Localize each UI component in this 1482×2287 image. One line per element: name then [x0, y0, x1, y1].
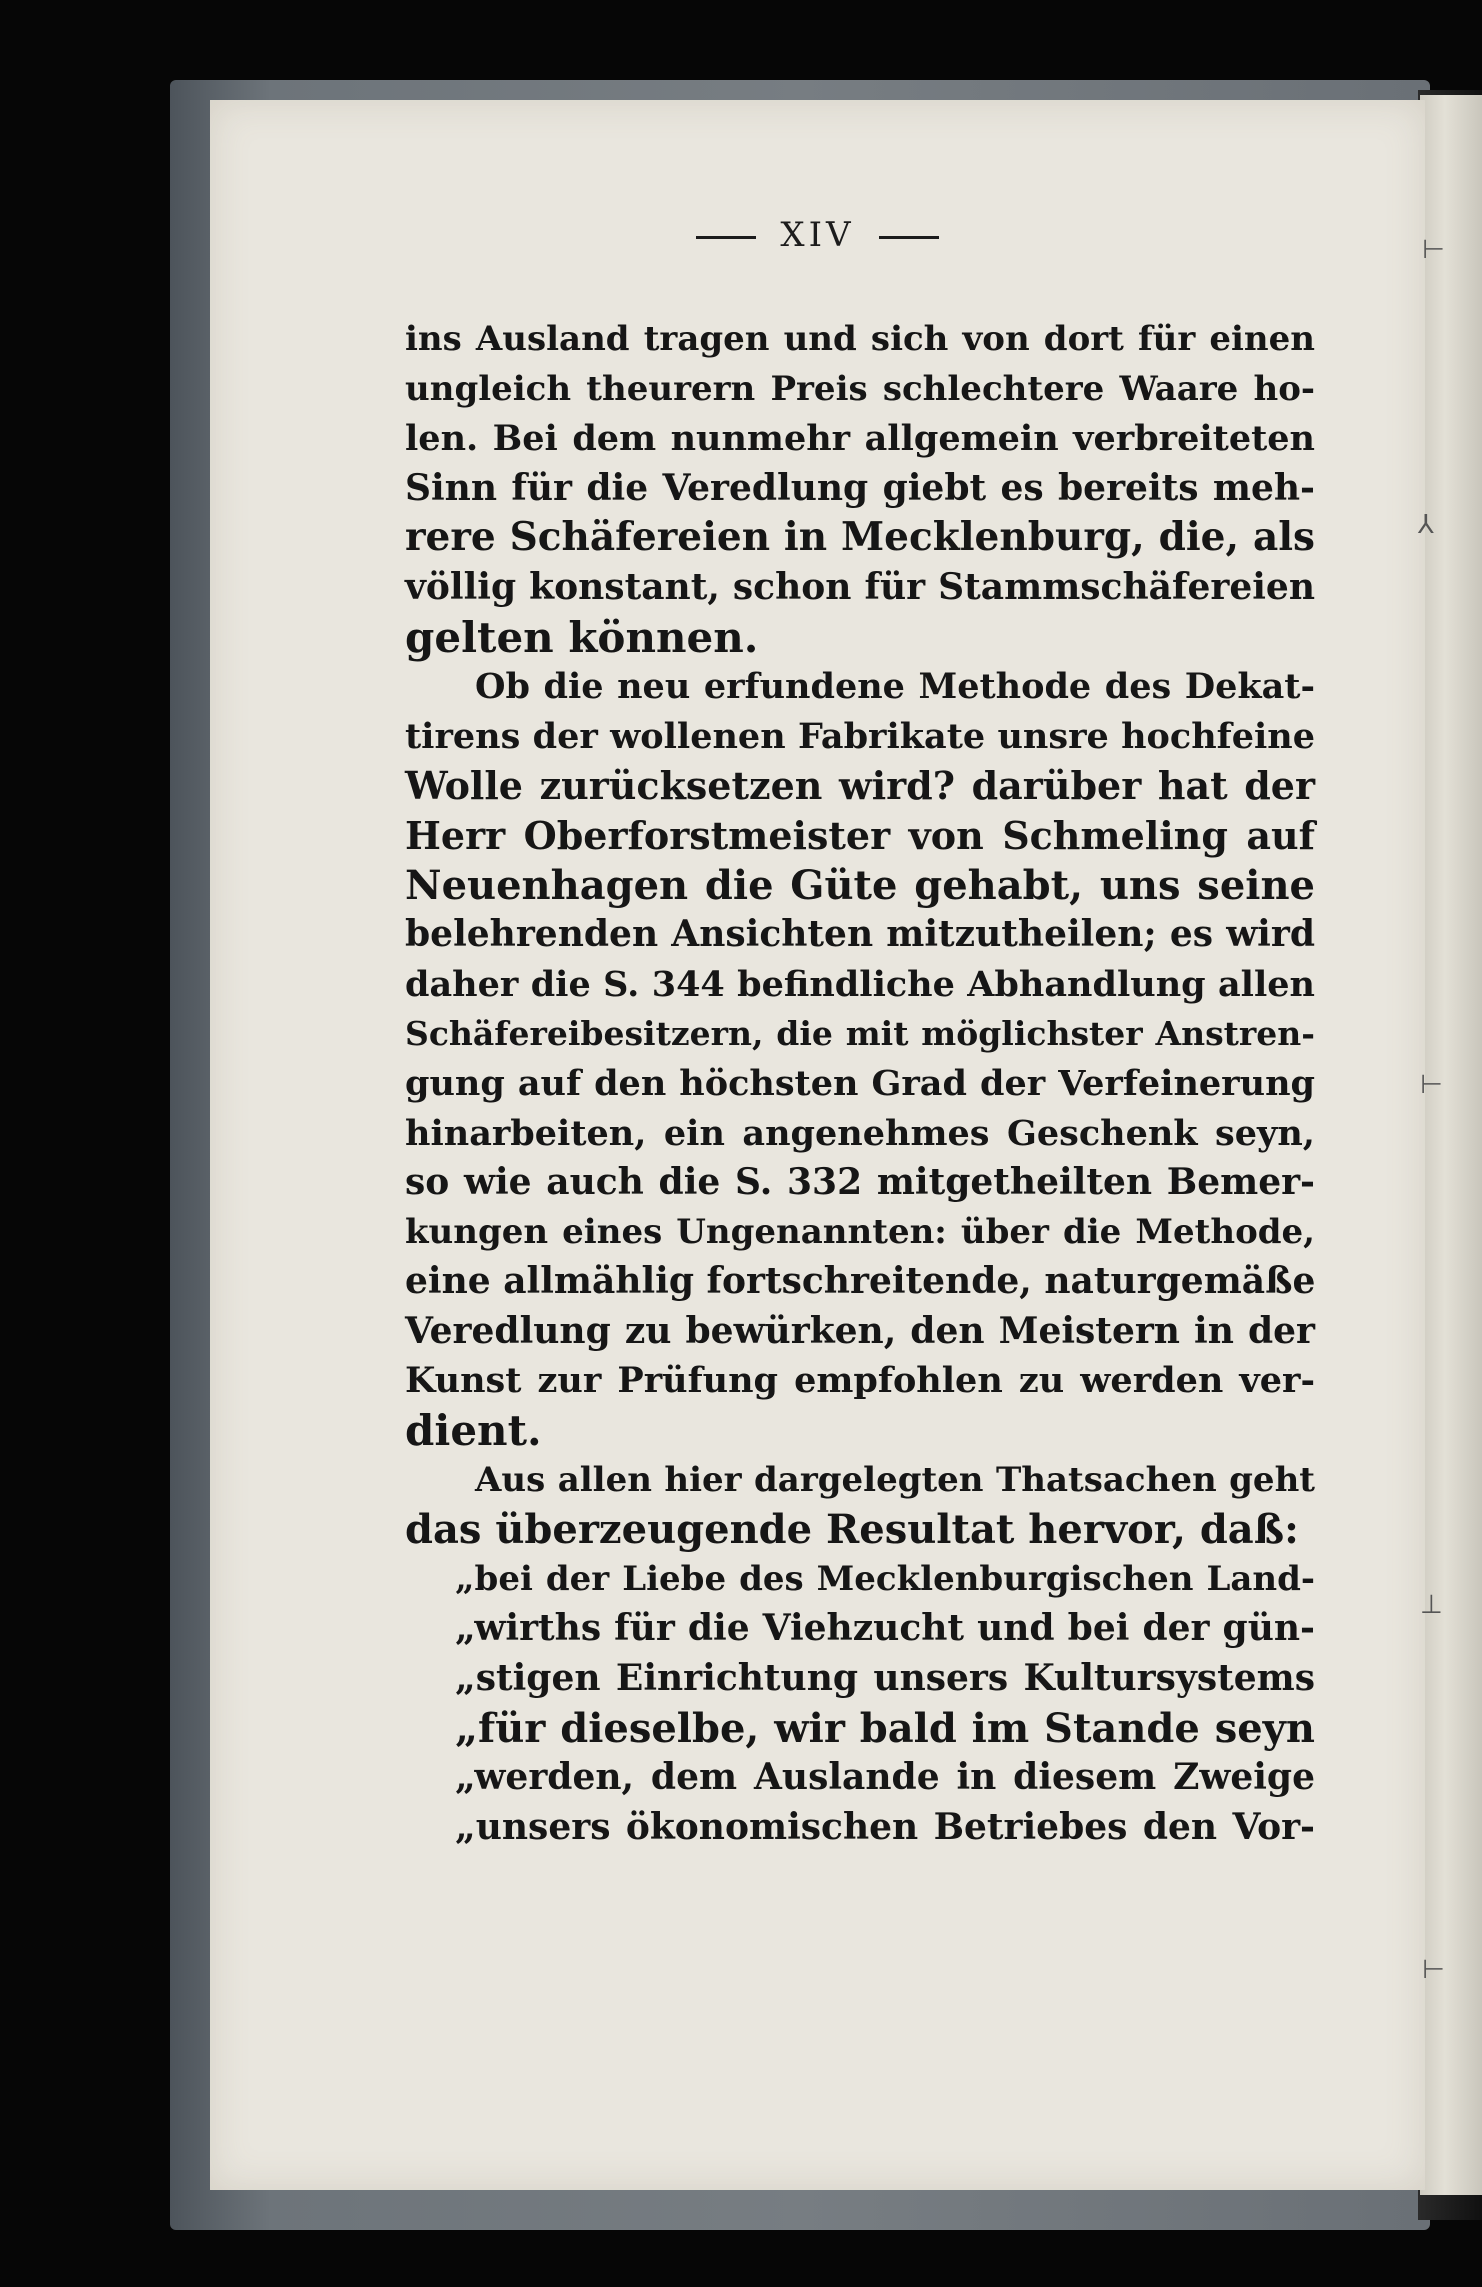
text-line: „unsers ökonomischen Betriebes den Vor-: [455, 1805, 1315, 1848]
edge-mark: ⊥: [1420, 1590, 1443, 1620]
text-line: „bei der Liebe des Mecklenburgischen Land-: [455, 1558, 1315, 1599]
text-line: das überzeugende Resultat hervor, daß:: [405, 1506, 1299, 1554]
text-line: rere Schäfereien in Mecklenburg, die, als: [405, 514, 1315, 561]
edge-mark: ⊢: [1422, 1955, 1445, 1985]
text-line: Wolle zurücksetzen wird? darüber hat der: [405, 763, 1315, 809]
text-line: völlig konstant, schon für Stammschäfereien: [405, 565, 1315, 608]
text-line: gelten können.: [405, 612, 759, 662]
text-line: Kunst zur Prüfung empfohlen zu werden ver-: [405, 1360, 1315, 1402]
body-text: [405, 315, 1315, 1852]
text-line: dient.: [405, 1406, 542, 1456]
edge-mark: ⊢: [1422, 235, 1445, 265]
text-line: „werden, dem Auslande in diesem Zweige: [455, 1756, 1315, 1799]
text-line: ins Ausland tragen und sich von dort für einen: [405, 319, 1315, 359]
edge-mark: ⅄: [1418, 510, 1434, 540]
page-number: XIV: [780, 215, 855, 255]
text-line: kungen eines Ungenannten: über die Methode,: [405, 1211, 1315, 1252]
header-dash-right: [879, 236, 939, 239]
facing-page-edge: [1420, 95, 1482, 2195]
book-page: [210, 100, 1425, 2190]
text-line: gung auf den höchsten Grad der Verfeinerung: [405, 1062, 1315, 1104]
text-line: Sinn für die Veredlung giebt es bereits meh-: [405, 466, 1315, 509]
text-line: „stigen Einrichtung unsers Kultursystems: [455, 1657, 1315, 1700]
text-line: Neuenhagen die Güte gehabt, uns seine: [405, 861, 1315, 909]
text-line: „für dieselbe, wir bald im Stande seyn: [455, 1704, 1315, 1752]
text-line: Veredlung zu bewürken, den Meistern in der: [405, 1309, 1315, 1352]
text-line: so wie auch die S. 332 mitgetheilten Bemer-: [405, 1161, 1315, 1204]
text-line: ungleich theurern Preis schlechtere Waare ho-: [405, 368, 1315, 409]
text-line: tirens der wollenen Fabrikate unsre hochfeine: [405, 715, 1315, 757]
header-dash-left: [696, 236, 756, 239]
text-line: Schäfereibesitzern, die mit möglichster Anstren-: [405, 1014, 1315, 1054]
edge-mark: ⊢: [1420, 1070, 1443, 1100]
text-line: Aus allen hier dargelegten Thatsachen geht: [475, 1459, 1315, 1500]
text-line: „wirths für die Viehzucht und bei der gün-: [455, 1607, 1315, 1650]
text-line: Ob die neu erfundene Methode des Dekat-: [475, 666, 1315, 708]
text-line: daher die S. 344 befindliche Abhandlung allen: [405, 963, 1315, 1005]
text-line: Herr Oberforstmeister von Schmeling auf: [405, 812, 1315, 858]
text-line: hinarbeiten, ein angenehmes Geschenk seyn,: [405, 1112, 1315, 1154]
text-line: eine allmählig fortschreitende, naturgemäße: [405, 1260, 1316, 1303]
page-number-header: [210, 215, 1425, 255]
text-line: belehrenden Ansichten mitzutheilen; es wird: [405, 913, 1315, 956]
text-line: len. Bei dem nunmehr allgemein verbreiteten: [405, 418, 1315, 460]
